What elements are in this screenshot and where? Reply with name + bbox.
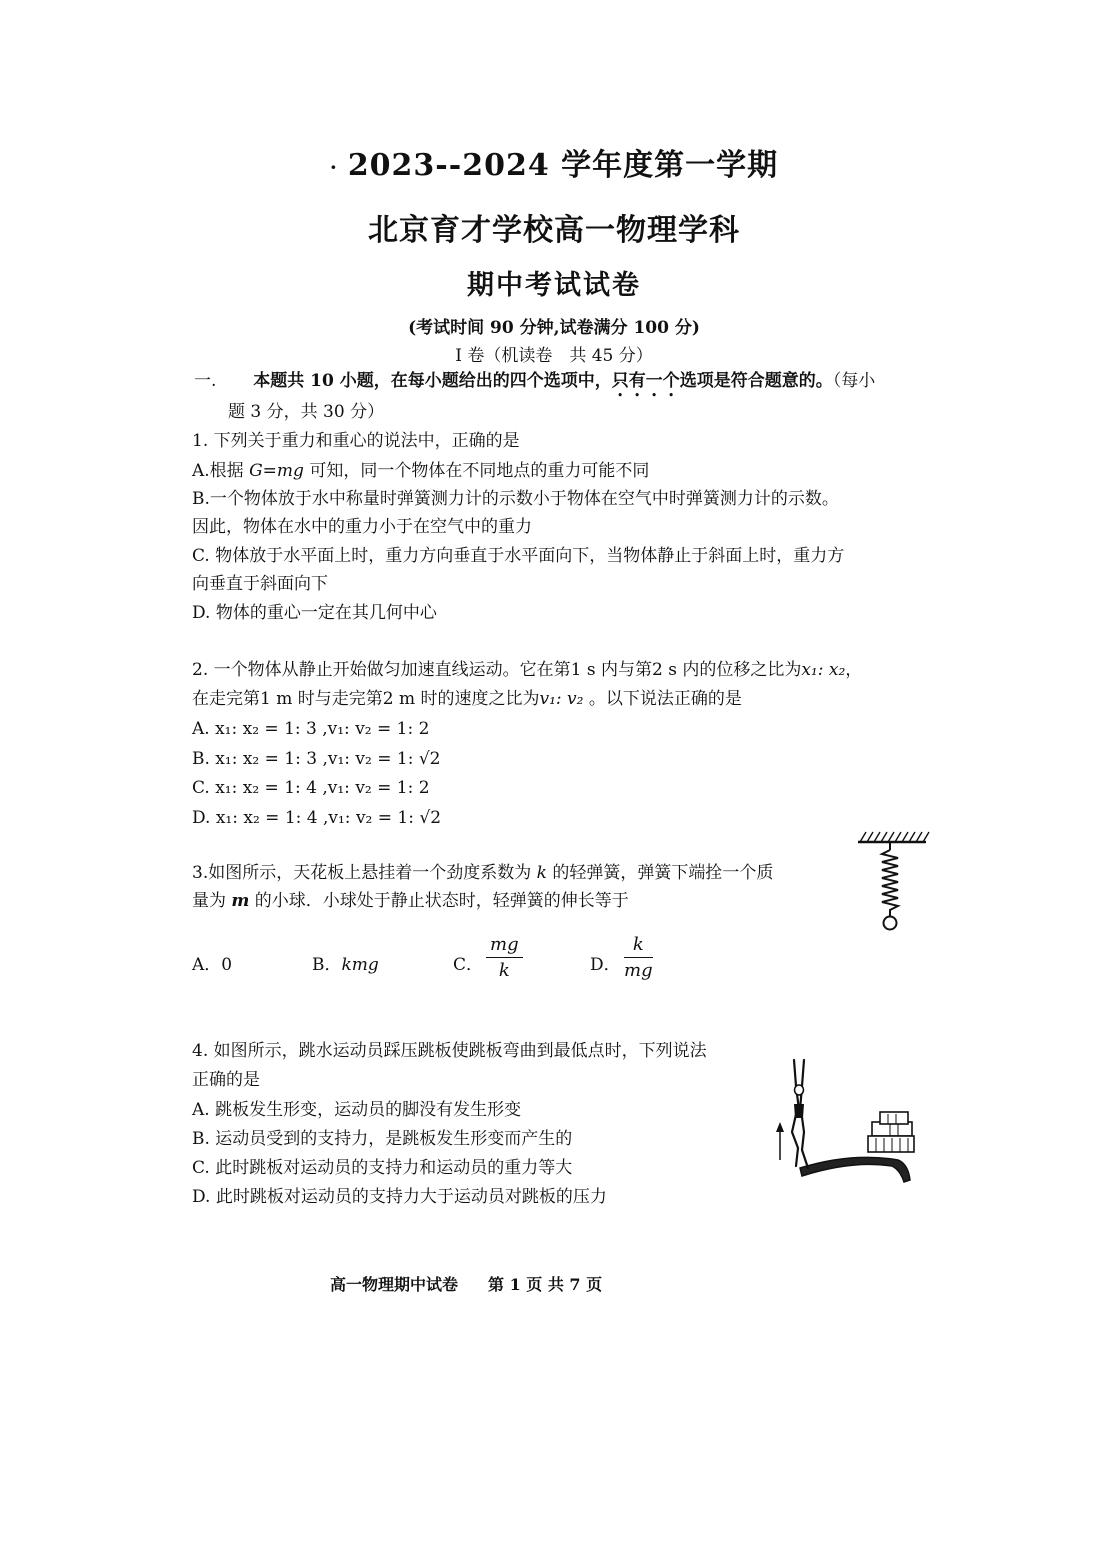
q4-line1: 4. 如图所示，跳水运动员踩压跳板使跳板弯曲到最低点时，下列说法 (192, 1041, 707, 1061)
q3-c-numerator: mg (490, 934, 519, 955)
q3-option-d-fraction (624, 934, 653, 981)
q3-option-d-label: D． (590, 955, 621, 975)
q2-option-a: A. x₁: x₂ = 1: 3 ,v₁: v₂ = 1: 2 (192, 719, 430, 739)
q3-line2 (192, 893, 629, 910)
page-footer (330, 1272, 632, 1295)
q4-option-c: C. 此时跳板对运动员的支持力和运动员的重力等大 (192, 1158, 573, 1178)
q3-option-c-label: C． (453, 955, 484, 975)
q1-option-c-line1: C. 物体放于水平面上时，重力方向垂直于水平面向下，当物体静止于斜面上时，重力方 (192, 546, 845, 566)
q3-line2-b: 的小球．小球处于静止状态时，轻弹簧的伸长等于 (249, 891, 629, 911)
q2-option-b: B. x₁: x₂ = 1: 3 ,v₁: v₂ = 1: √2 (192, 749, 441, 769)
q1-a-post: 可知，同一个物体在不同地点的重力可能不同 (303, 461, 650, 481)
q3-option-a: A．0 (192, 955, 233, 975)
q3-b-value: kmg (341, 955, 379, 975)
q3-c-denominator: k (498, 960, 510, 981)
spring-figure (852, 828, 932, 936)
score-note-continued: 题 3 分，共 30 分） (228, 402, 385, 422)
section-number: 一. (194, 371, 217, 391)
q1-option-c-line2: 向垂直于斜面向下 (192, 574, 328, 594)
instruction-text-end: 选项是符合题意的。 (679, 371, 833, 391)
q3-option-c-fraction (486, 934, 523, 981)
q3-line1-b: 的轻弹簧，弹簧下端拴一个质 (546, 863, 774, 883)
exam-title: 期中考试试卷 (467, 270, 641, 301)
q3-line1-a: 3.如图所示，天花板上悬挂着一个劲度系数为 (192, 863, 537, 883)
q1-a-formula: G=mg (249, 461, 304, 481)
q3-line2-a: 量为 (192, 891, 232, 911)
q2-line2-math: v₁: v₂ (539, 689, 584, 709)
q1-a-pre: A.根据 (192, 461, 250, 481)
diver-figure (772, 1052, 922, 1202)
instruction-text: 本题共 10 小题，在每小题给出的四个选项中， (253, 371, 612, 391)
school-title: 北京育才学校高一物理学科 (368, 213, 740, 248)
q4-option-b: B. 运动员受到的支持力，是跳板发生形变而产生的 (192, 1129, 573, 1149)
instruction-emphasis: 只有一个 (611, 371, 680, 391)
q3-d-numerator: k (632, 934, 644, 955)
year-title-text: 2023--2024 学年度第一学期 (347, 148, 779, 183)
q1-option-a (192, 463, 649, 480)
score-note: （每小 (832, 371, 876, 391)
q1-option-d: D. 物体的重心一定在其几何中心 (192, 603, 437, 623)
q2-line1-math: x₁: x₂ (801, 660, 846, 680)
q1-stem: 1. 下列关于重力和重心的说法中，正确的是 (192, 431, 520, 451)
q2-option-d: D. x₁: x₂ = 1: 4 ,v₁: v₂ = 1: √2 (192, 808, 442, 828)
year-title (0, 140, 1108, 184)
q3-b-label: B． (312, 955, 342, 975)
q2-line2 (192, 691, 742, 708)
q4-option-d: D. 此时跳板对运动员的支持力大于运动员对跳板的压力 (192, 1187, 607, 1207)
q4-option-a: A. 跳板发生形变，运动员的脚没有发生形变 (192, 1100, 522, 1120)
q3-k: k (536, 863, 547, 883)
q2-line1-text: 2. 一个物体从静止开始做匀加速直线运动。它在第1 s 内与第2 s 内的位移之比为 (192, 660, 802, 680)
q3-m: m (231, 891, 250, 911)
q3-d-denominator: mg (624, 960, 653, 981)
q1-option-b-line1: B.一个物体放于水中称量时弹簧测力计的示数小于物体在空气中时弹簧测力计的示数。 (192, 489, 839, 509)
q2-line1-end: ， (845, 660, 863, 680)
bullet-dot: · (329, 155, 338, 179)
q3-option-b (312, 950, 379, 975)
fraction-bar (486, 957, 523, 958)
q4-line2: 正确的是 (192, 1070, 260, 1090)
q2-option-c: C. x₁: x₂ = 1: 4 ,v₁: v₂ = 1: 2 (192, 778, 430, 798)
footer-exam-name: 高一物理期中试卷 (330, 1275, 459, 1294)
q3-line1 (192, 865, 773, 882)
section-instruction (194, 371, 875, 401)
q1-option-b-line2: 因此，物体在水中的重力小于在空气中的重力 (192, 517, 532, 537)
q2-line1 (192, 662, 862, 679)
q2-line2-text: 在走完第1 m 时与走完第2 m 时的速度之比为 (192, 689, 540, 709)
fraction-bar (624, 957, 653, 958)
footer-page-number: 第 1 页 共 7 页 (488, 1275, 603, 1294)
exam-info: (考试时间 90 分钟,试卷满分 100 分) (408, 318, 700, 338)
q2-line2-end: 。以下说法正确的是 (583, 689, 742, 709)
volume-info: Ⅰ 卷（机读卷 共 45 分） (455, 346, 653, 366)
